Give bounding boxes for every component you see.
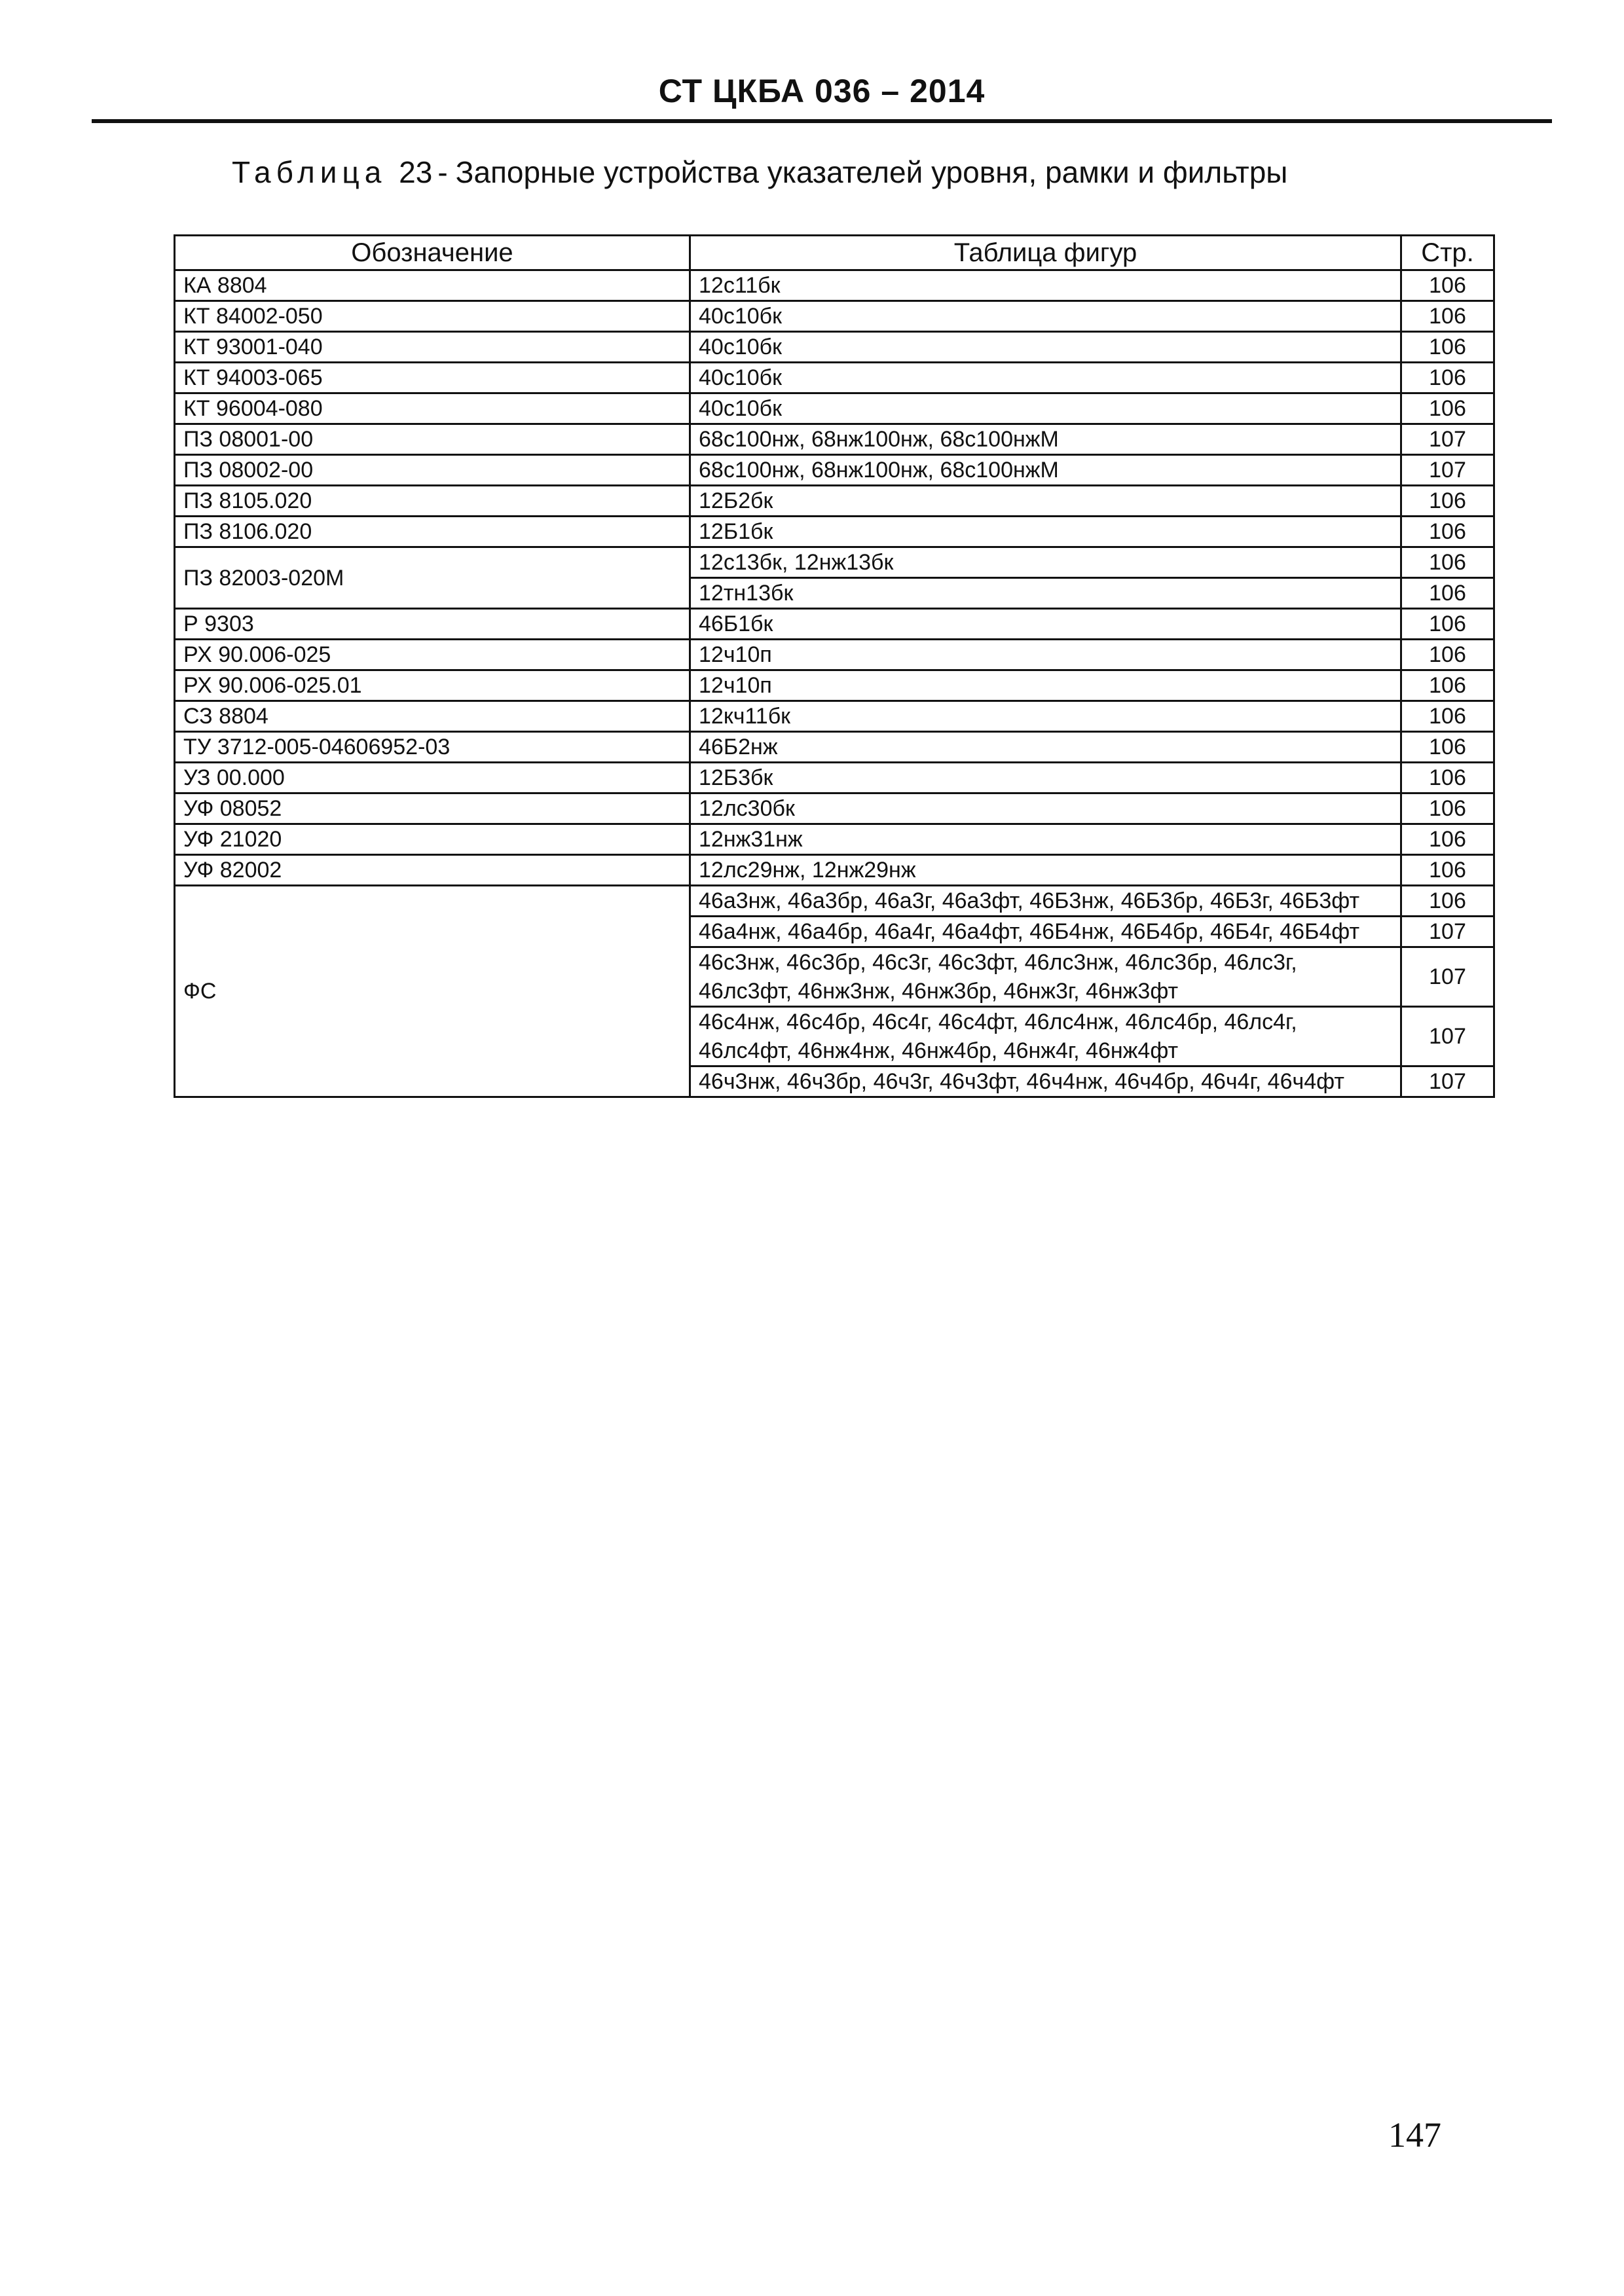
cell-figures: 68с100нж, 68нж100нж, 68с100нжМ	[690, 424, 1401, 455]
cell-page: 106	[1401, 363, 1494, 393]
table-row	[175, 270, 1494, 301]
cell-figures: 12ч10п	[690, 670, 1401, 701]
table-caption	[232, 155, 1287, 190]
cell-page: 107	[1401, 1007, 1494, 1066]
cell-page: 106	[1401, 578, 1494, 609]
caption-label: Таблица	[232, 155, 387, 189]
table-row	[175, 393, 1494, 424]
table-row	[175, 640, 1494, 670]
cell-page: 106	[1401, 824, 1494, 855]
cell-figures: 46с4нж, 46с4бр, 46с4г, 46с4фт, 46лс4нж, 46лс4бр, 46лс4г, 46лс4фт, 46нж4нж, 46нж4бр, 46нж4г, 46нж4фт	[690, 1007, 1401, 1066]
cell-designation: КТ 94003-065	[175, 363, 690, 393]
cell-figures: 12с11бк	[690, 270, 1401, 301]
cell-designation: УЗ 00.000	[175, 763, 690, 793]
table-row	[175, 363, 1494, 393]
table-row	[175, 301, 1494, 332]
cell-figures: 12с13бк, 12нж13бк	[690, 547, 1401, 578]
cell-designation: Р 9303	[175, 609, 690, 640]
cell-page: 106	[1401, 793, 1494, 824]
cell-figures: 40с10бк	[690, 301, 1401, 332]
cell-designation: УФ 21020	[175, 824, 690, 855]
table-row	[175, 455, 1494, 486]
table-row	[175, 701, 1494, 732]
column-header-page: Стр.	[1401, 236, 1494, 270]
cell-designation: РХ 90.006-025	[175, 640, 690, 670]
cell-figures: 40с10бк	[690, 363, 1401, 393]
cell-page: 107	[1401, 917, 1494, 947]
cell-designation: КТ 96004-080	[175, 393, 690, 424]
column-header-designation: Обозначение	[175, 236, 690, 270]
valves-table	[174, 234, 1495, 1098]
cell-figures: 46Б2нж	[690, 732, 1401, 763]
cell-page: 107	[1401, 455, 1494, 486]
table-row	[175, 670, 1494, 701]
cell-designation: КТ 84002-050	[175, 301, 690, 332]
table-row	[175, 855, 1494, 886]
cell-page: 106	[1401, 517, 1494, 547]
cell-designation: УФ 82002	[175, 855, 690, 886]
table-header-row	[175, 236, 1494, 270]
cell-figures: 68с100нж, 68нж100нж, 68с100нжМ	[690, 455, 1401, 486]
cell-figures: 40с10бк	[690, 393, 1401, 424]
cell-page: 106	[1401, 609, 1494, 640]
cell-figures: 40с10бк	[690, 332, 1401, 363]
cell-figures: 12Б3бк	[690, 763, 1401, 793]
cell-designation: ПЗ 08002-00	[175, 455, 690, 486]
cell-page: 106	[1401, 886, 1494, 917]
cell-designation: СЗ 8804	[175, 701, 690, 732]
cell-figures: 12ч10п	[690, 640, 1401, 670]
table-row	[175, 824, 1494, 855]
document-designation: СТ ЦКБА 036 – 2014	[658, 73, 986, 109]
cell-page: 107	[1401, 1066, 1494, 1097]
table-row	[175, 486, 1494, 517]
cell-page: 106	[1401, 270, 1494, 301]
cell-figures: 46с3нж, 46с3бр, 46с3г, 46с3фт, 46лс3нж, 46лс3бр, 46лс3г, 46лс3фт, 46нж3нж, 46нж3бр, 46нж3г, 46нж3фт	[690, 947, 1401, 1007]
table-row	[175, 424, 1494, 455]
table-row	[175, 763, 1494, 793]
cell-figures: 46ч3нж, 46ч3бр, 46ч3г, 46ч3фт, 46ч4нж, 46ч4бр, 46ч4г, 46ч4фт	[690, 1066, 1401, 1097]
cell-designation: ПЗ 08001-00	[175, 424, 690, 455]
cell-page: 107	[1401, 424, 1494, 455]
table-row	[175, 609, 1494, 640]
table-row	[175, 547, 1494, 578]
cell-page: 106	[1401, 547, 1494, 578]
cell-page: 106	[1401, 393, 1494, 424]
cell-figures: 46Б1бк	[690, 609, 1401, 640]
table-row	[175, 793, 1494, 824]
cell-figures: 46а3нж, 46а3бр, 46а3г, 46а3фт, 46Б3нж, 46Б3бр, 46Б3г, 46Б3фт	[690, 886, 1401, 917]
cell-figures: 12тн13бк	[690, 578, 1401, 609]
cell-page: 107	[1401, 947, 1494, 1007]
cell-figures: 12кч11бк	[690, 701, 1401, 732]
cell-page: 106	[1401, 855, 1494, 886]
page-number: 147	[1388, 2115, 1441, 2155]
cell-figures: 12Б2бк	[690, 486, 1401, 517]
cell-page: 106	[1401, 332, 1494, 363]
cell-designation: ПЗ 82003-020М	[175, 547, 690, 609]
table-body	[175, 270, 1494, 1097]
caption-title: Запорные устройства указателей уровня, рамки и фильтры	[455, 155, 1288, 189]
cell-designation: ПЗ 8105.020	[175, 486, 690, 517]
cell-designation: УФ 08052	[175, 793, 690, 824]
cell-page: 106	[1401, 763, 1494, 793]
table-row	[175, 886, 1494, 917]
cell-page: 106	[1401, 640, 1494, 670]
table-row	[175, 332, 1494, 363]
caption-number: 23	[399, 155, 433, 189]
cell-figures: 12нж31нж	[690, 824, 1401, 855]
cell-figures: 12лс30бк	[690, 793, 1401, 824]
table-row	[175, 517, 1494, 547]
cell-page: 106	[1401, 301, 1494, 332]
caption-dash: -	[437, 155, 448, 189]
cell-designation: ФС	[175, 886, 690, 1097]
column-header-figures: Таблица фигур	[690, 236, 1401, 270]
cell-figures: 12Б1бк	[690, 517, 1401, 547]
cell-figures: 46а4нж, 46а4бр, 46а4г, 46а4фт, 46Б4нж, 46Б4бр, 46Б4г, 46Б4фт	[690, 917, 1401, 947]
cell-page: 106	[1401, 486, 1494, 517]
cell-designation: КА 8804	[175, 270, 690, 301]
cell-designation: ТУ 3712-005-04606952-03	[175, 732, 690, 763]
cell-designation: РХ 90.006-025.01	[175, 670, 690, 701]
cell-page: 106	[1401, 670, 1494, 701]
cell-designation: ПЗ 8106.020	[175, 517, 690, 547]
cell-figures: 12лс29нж, 12нж29нж	[690, 855, 1401, 886]
page-header	[92, 65, 1552, 123]
cell-page: 106	[1401, 701, 1494, 732]
cell-page: 106	[1401, 732, 1494, 763]
cell-designation: КТ 93001-040	[175, 332, 690, 363]
table-row	[175, 732, 1494, 763]
